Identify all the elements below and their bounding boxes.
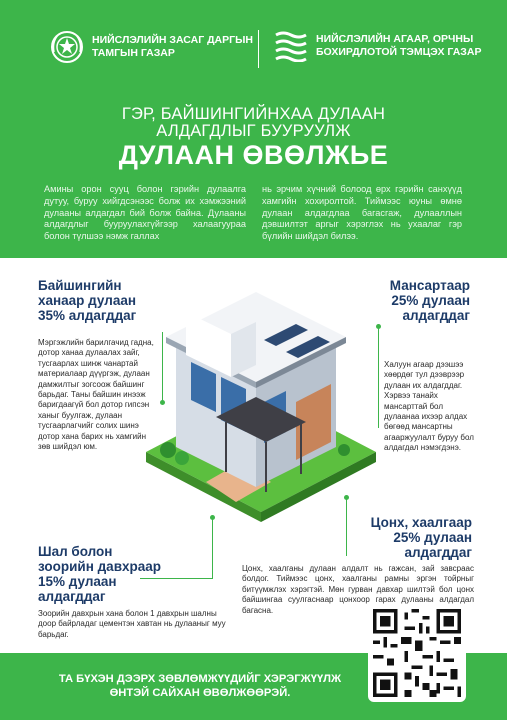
- footer-line1: ТА БҮХЭН ДЭЭРХ ЗӨВЛӨМЖҮҮДИЙГ ХЭРЭГЖҮҮЛЖ: [58, 673, 342, 685]
- floor-title-line4: алдагддаг: [38, 589, 106, 604]
- attic-title-line1: Мансартаар: [389, 278, 470, 293]
- waves-logo-icon: [274, 30, 308, 62]
- walls-text: Мэргэжлийн барилгачид гадна, дотор ханаа дулаалах зайг, тусгаарлах шинж чанартай материалаар дүүргэж, дулаан дамжилтыг зогсоож байшинг барьдаг. Таны байшин инээж баригдаагүй бол дотор гипсэн ханыг буулгаж, дулаан тусгаарлагчийг солих шинэ дотор хана барих нь хамгийн зөв шийдэл юм.: [38, 338, 154, 452]
- qr-code-icon: [373, 609, 461, 697]
- page-subtitle: [0, 106, 507, 140]
- subtitle-line1: ГЭР, БАЙШИНГИЙНХАА ДУЛААН: [121, 105, 386, 123]
- floor-title: [38, 544, 188, 604]
- intro-text-left: Амины орон сууц болон гэрийн дулаалга дутуу, буруу хийгдсэнээс болж их хэмжээний дулааны алдагдал бий болж байна. Дулааны алдагдлыг бууруулахгүйгээр халаагуураа болон түлшээ нэмж галлах: [44, 184, 246, 242]
- floor-title-line3: 15% дулаан: [38, 574, 117, 589]
- walls-title-line3: 35% алдагддаг: [38, 308, 137, 323]
- page-title: ДУЛААН ӨВӨЛЖЬЕ: [118, 140, 389, 170]
- floor-text: Зоорийн давхрын хана болон 1 давхрын шалны доор байрладаг цементэн хавтан нь дулааныг муу барьдаг.: [38, 609, 226, 639]
- org-right: [274, 30, 481, 62]
- windows-title-line1: Цонх, хаалгаар: [370, 515, 472, 530]
- org-left-line1: НИЙСЛЭЛИЙН ЗАСАГ ДАРГЫН: [92, 34, 253, 46]
- attic-connector: [378, 328, 379, 428]
- org-right-line1: НИЙСЛЭЛИЙН АГААР, ОРЧНЫ: [316, 33, 474, 45]
- org-left: [50, 30, 253, 64]
- floor-title-line2: зоорийн давхраар: [38, 559, 162, 574]
- floor-title-line1: Шал болон: [38, 544, 113, 559]
- windows-text: Цонх, хаалганы дулаан алдалт нь гажсан, зай завсраас болдог. Тиймээс цонх, хаалганы рамны эргэн тойрныг битүүмжлэх хэрэгтэй. Мөн гурван давхар шилтэй бол цонх байшингаа суулгаснаар цонхоор гарах дулааны алдагдал багасна.: [242, 564, 474, 615]
- intro-text-right: нь эрчим хүчний болоод өрх гэрийн санхүүд хамгийн хохиролтой. Тиймээс юуны өмнө дулаан алдагдлаа багасгаж, дулааллын дэвшилтэт аргыг хэрэглэх нь ухаалаг гэр бүлийн шийдэл билээ.: [262, 184, 462, 242]
- org-left-line2: ТАМГЫН ГАЗАР: [92, 47, 175, 59]
- windows-title-line2: 25% дулаан: [393, 530, 472, 545]
- org-right-line2: БОХИРДЛОТОЙ ТЭМЦЭХ ГАЗАР: [316, 46, 482, 58]
- emblem-icon: [50, 30, 84, 64]
- windows-title-line3: алдагддаг: [404, 545, 472, 560]
- house-illustration: [146, 282, 376, 542]
- footer-line2: ӨНТЭЙ САЙХАН ӨВӨЛЖӨӨРЭЙ.: [109, 687, 291, 699]
- subtitle-line2: АЛДАГДЛЫГ БУУРУУЛЖ: [156, 122, 351, 140]
- qr-code[interactable]: [368, 604, 466, 702]
- attic-text: Халуун агаар дээшээ хөөрдөг тул дээврээр дулаан их алдагддаг. Хэрвээ танайх мансарттай бол дулаанаа ихээр алдах бөгөөд мансартны агааржуулалт буруу бол алдагдал нэмэгдэнэ.: [384, 360, 474, 453]
- attic-title-line3: алдагддаг: [402, 308, 470, 323]
- footer-message: [50, 672, 350, 700]
- header-divider: [258, 30, 259, 68]
- walls-title-line1: Байшингийн: [38, 278, 122, 293]
- floor-connector-h: [140, 578, 213, 579]
- attic-title-line2: 25% дулаан: [391, 293, 470, 308]
- walls-title-line2: ханаар дулаан: [38, 293, 136, 308]
